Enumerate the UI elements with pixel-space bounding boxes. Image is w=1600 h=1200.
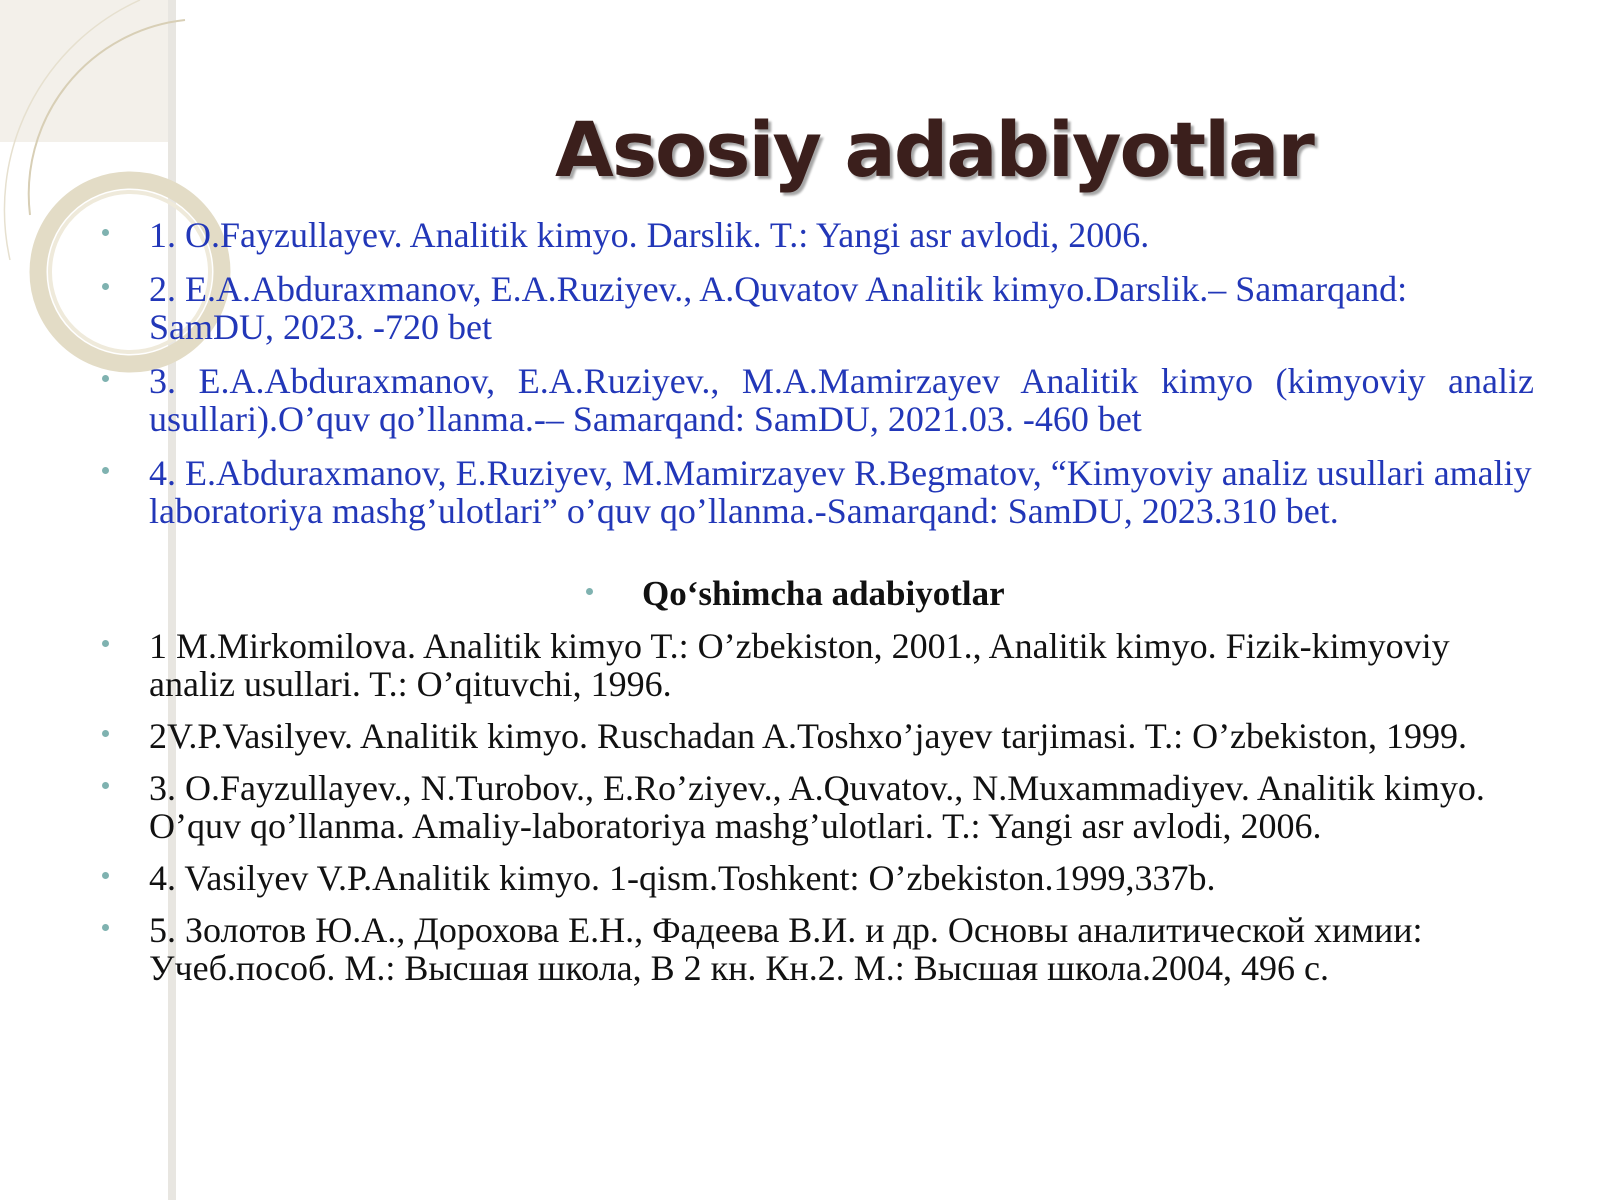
reference-text: 2V.P.Vasilyev. Analitik kimyo. Ruschadan A.Toshxo’jayev tarjimasi. T.: O’zbekiston, 1999. <box>149 716 1468 756</box>
bullet-icon <box>102 283 109 290</box>
reference-text: 1. O.Fayzullayev. Analitik kimyo. Darslik. T.: Yangi asr avlodi, 2006. <box>149 215 1150 255</box>
additional-references-list <box>0 627 1600 1001</box>
additional-reference-item <box>149 717 1534 755</box>
bullet-icon <box>102 229 109 236</box>
bullet-icon <box>102 640 109 647</box>
additional-reference-item <box>149 911 1534 987</box>
main-references-list <box>0 216 1600 546</box>
bullet-icon <box>102 375 109 382</box>
bullet-icon <box>102 730 109 737</box>
main-reference-item <box>149 454 1534 530</box>
additional-heading-text: Qo‘shimcha adabiyotlar <box>642 574 1005 613</box>
reference-text: 2. E.A.Abduraxmanov, E.A.Ruziyev., A.Quvatov Analitik kimyo.Darslik.– Samarqand: SamDU, 2023. -720 bet <box>149 269 1408 347</box>
main-reference-item <box>149 270 1534 346</box>
bullet-icon <box>102 467 109 474</box>
additional-reference-item <box>149 769 1534 845</box>
bullet-icon <box>102 872 109 879</box>
additional-reference-item <box>149 859 1534 897</box>
reference-text: 4. Vasilyev V.P.Analitik kimyo. 1-qism.Toshkent: O’zbekiston.1999,337b. <box>149 858 1216 898</box>
reference-text: 3. O.Fayzullayev., N.Turobov., E.Ro’ziyev., A.Quvatov., N.Muxammadiyev. Analitik kimyo. O’quv qo’llanma. Amaliy-laboratoriya mashg’ulotlari. T.: Yangi asr avlodi, 2006. <box>149 768 1485 846</box>
reference-text: 3. E.A.Abduraxmanov, E.A.Ruziyev., M.A.Mamirzayev Analitik kimyo (kimyoviy analiz usullari).O’quv qo’llanma.-– Samarqand: SamDU, 2021.03. -460 bet <box>149 361 1534 439</box>
reference-text: 1 M.Mirkomilova. Analitik kimyo T.: O’zbekiston, 2001., Analitik kimyo. Fizik-kimyoviy analiz usullari. T.: O’qituvchi, 1996. <box>149 626 1450 704</box>
left-edge-panel <box>0 0 172 142</box>
slide-title: Asosiy adabiyotlar <box>555 105 1313 194</box>
bullet-icon <box>102 782 109 789</box>
main-reference-item <box>149 216 1534 254</box>
main-reference-item <box>149 362 1534 438</box>
reference-text: 5. Золотов Ю.А., Дорохова Е.Н., Фадеева В.И. и др. Основы аналитической химии: Учеб.пособ. М.: Высшая школа, В 2 кн. Кн.2. М.: Высшая школа.2004, 496 с. <box>149 910 1423 988</box>
bullet-icon <box>586 588 593 595</box>
bullet-icon <box>102 924 109 931</box>
reference-text: 4. E.Abduraxmanov, E.Ruziyev, M.Mamirzayev R.Begmatov, “Kimyoviy analiz usullari amaliy laboratoriya mashg’ulotlari” o’quv qo’llanma.-Samarqand: SamDU, 2023.310 bet. <box>149 453 1532 531</box>
additional-reference-item <box>149 627 1534 703</box>
